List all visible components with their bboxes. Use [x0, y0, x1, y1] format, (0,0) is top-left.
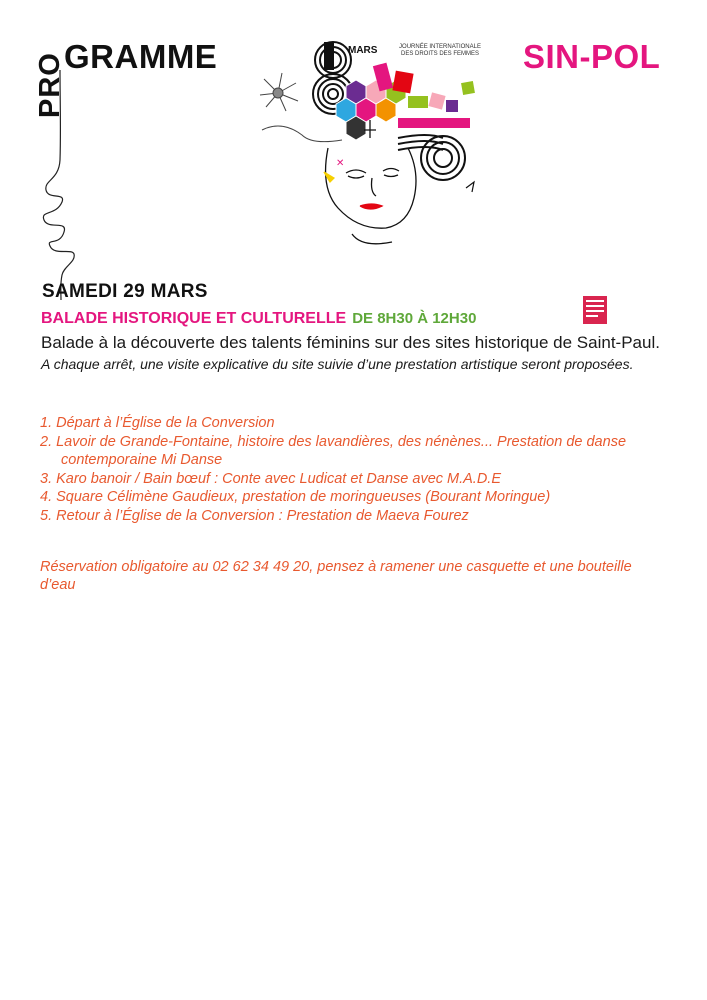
list-item: 1. Départ à l’Église de la Conversion [40, 415, 275, 431]
flower-drawing [260, 73, 342, 142]
stops-list [40, 414, 680, 525]
list-item: 4. Square Célimène Gaudieux, prestation de moringueuses (Bourant Moringue) [40, 489, 551, 505]
film-reel-drawing [398, 135, 474, 192]
programme-title: GRAMME [64, 38, 218, 75]
event-time: DE 8H30 À 12H30 [352, 310, 477, 327]
city-name: SIN-POL [523, 38, 661, 75]
event-intro [41, 332, 671, 375]
programme-pro-vertical: PRO [34, 52, 66, 118]
women-rights-illustration [248, 38, 498, 250]
svg-text:✕: ✕ [336, 158, 345, 169]
event-title: BALADE HISTORIQUE ET CULTURELLE [41, 310, 347, 327]
decorative-squiggle-line [38, 70, 88, 300]
woman-face-drawing [324, 120, 416, 244]
list-item: 2. Lavoir de Grande-Fontaine, histoire des lavandières, des nénènes... Prestation de danse contemporaine Mi Danse [40, 433, 627, 468]
event-title-line [41, 310, 476, 328]
mars-label: MARS [348, 45, 378, 56]
list-item: 5. Retour à l’Église de la Conversion : Prestation de Maeva Fourez [40, 507, 469, 524]
intro-italic-text: A chaque arrêt, une visite explicative du site suivie d’une prestation artistique seront proposées. [41, 356, 634, 372]
reservation-note: Réservation obligatoire au 02 62 34 49 20, pensez à ramener une casquette et une bouteille d’eau [40, 559, 632, 593]
event-date: SAMEDI 29 MARS [42, 281, 208, 302]
journee-internationale-label: JOURNÉE INTERNATIONALE DES DROITS DES FEMMES [399, 44, 481, 57]
list-item: 3. Karo banoir / Bain bœuf : Conte avec Ludicat et Danse avec M.A.D.E [40, 470, 502, 487]
ville-logo-icon [583, 296, 607, 324]
intro-main-text: Balade à la découverte des talents féminins sur des sites historique de Saint-Paul. [41, 333, 660, 352]
